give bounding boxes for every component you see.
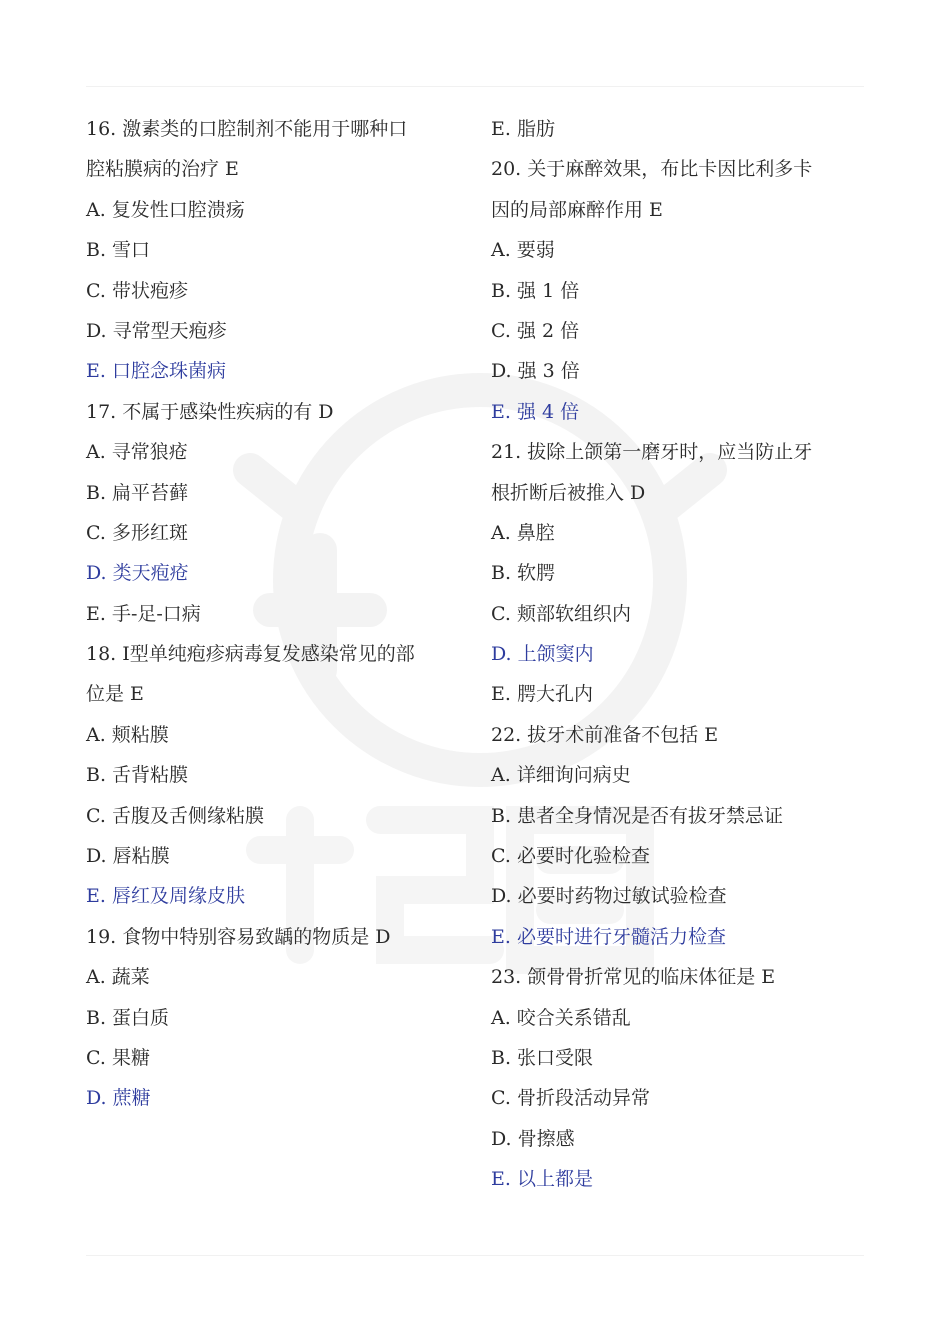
- question-text-line: 位是 E: [86, 683, 144, 706]
- question-text-line: 因的局部麻醉作用 E: [491, 198, 663, 221]
- question-text-line: C. 果糖: [86, 1046, 150, 1069]
- question-text-line: A. 鼻腔: [491, 521, 555, 544]
- footer-rule: [86, 1255, 864, 1256]
- answer-option-line: D. 蔗糖: [86, 1087, 151, 1110]
- question-text-line: C. 颊部软组织内: [491, 602, 631, 625]
- question-text-line: B. 张口受限: [491, 1046, 594, 1069]
- question-text-line: B. 舌背粘膜: [86, 764, 189, 787]
- answer-option-line: D. 上颌窦内: [491, 643, 594, 666]
- question-text-line: C. 强 2 倍: [491, 319, 580, 342]
- answer-option-line: E. 必要时进行牙髓活力检查: [491, 925, 726, 948]
- question-text-line: D. 必要时药物过敏试验检查: [491, 885, 727, 908]
- question-text-line: B. 蛋白质: [86, 1006, 170, 1029]
- question-text-line: A. 咬合关系错乱: [491, 1006, 631, 1029]
- question-text-line: 23. 颌骨骨折常见的临床体征是 E: [491, 966, 776, 989]
- question-text-line: E. 手-足-口病: [86, 602, 201, 625]
- answer-option-line: E. 强 4 倍: [491, 400, 580, 423]
- question-text-line: D. 唇粘膜: [86, 845, 170, 868]
- question-text-line: 17. 不属于感染性疾病的有 D: [86, 400, 334, 423]
- header-rule: [86, 86, 864, 87]
- question-text-line: 16. 激素类的口腔制剂不能用于哪种口: [86, 118, 408, 140]
- question-text-line: B. 软腭: [491, 562, 556, 585]
- question-text-line: E. 脂肪: [491, 118, 555, 140]
- question-text-line: C. 必要时化验检查: [491, 845, 650, 868]
- question-text-line: A. 寻常狼疮: [86, 441, 188, 464]
- question-text-line: 19. 食物中特别容易致龋的物质是 D: [86, 925, 391, 948]
- question-text-line: B. 患者全身情况是否有拔牙禁忌证: [491, 804, 784, 827]
- question-text-line: 腔粘膜病的治疗 E: [86, 158, 239, 181]
- question-text-line: B. 强 1 倍: [491, 279, 580, 302]
- answer-option-line: D. 类天疱疮: [86, 562, 189, 585]
- question-text-line: A. 颊粘膜: [86, 723, 169, 746]
- answer-option-line: E. 唇红及周缘皮肤: [86, 885, 245, 908]
- right-column: [491, 109, 866, 1200]
- question-text-line: 22. 拔牙术前准备不包括 E: [491, 723, 719, 746]
- question-text-line: E. 腭大孔内: [491, 683, 593, 706]
- left-column: [86, 109, 456, 1119]
- question-text-line: A. 要弱: [491, 239, 555, 262]
- answer-option-line: E. 以上都是: [491, 1168, 593, 1191]
- question-text-line: B. 雪口: [86, 239, 151, 262]
- question-text-line: C. 舌腹及舌侧缘粘膜: [86, 804, 264, 827]
- question-text-line: 20. 关于麻醉效果，布比卡因比利多卡: [491, 158, 813, 181]
- answer-option-line: E. 口腔念珠菌病: [86, 360, 226, 383]
- question-text-line: A. 复发性口腔溃疡: [86, 198, 245, 221]
- question-text-line: C. 带状疱疹: [86, 279, 188, 302]
- question-text-line: A. 蔬菜: [86, 966, 150, 989]
- question-text-line: C. 骨折段活动异常: [491, 1087, 650, 1110]
- question-text-line: 18. I型单纯疱疹病毒复发感染常见的部: [86, 643, 415, 666]
- question-text-line: A. 详细询问病史: [491, 764, 631, 787]
- question-text-line: D. 骨擦感: [491, 1127, 575, 1150]
- question-text-line: 根折断后被推入 D: [491, 481, 646, 504]
- question-text-line: D. 寻常型天疱疹: [86, 319, 227, 342]
- question-text-line: B. 扁平苔藓: [86, 481, 189, 504]
- question-text-line: C. 多形红斑: [86, 521, 188, 544]
- question-text-line: 21. 拔除上颌第一磨牙时，应当防止牙: [491, 441, 813, 464]
- question-text-line: D. 强 3 倍: [491, 360, 580, 383]
